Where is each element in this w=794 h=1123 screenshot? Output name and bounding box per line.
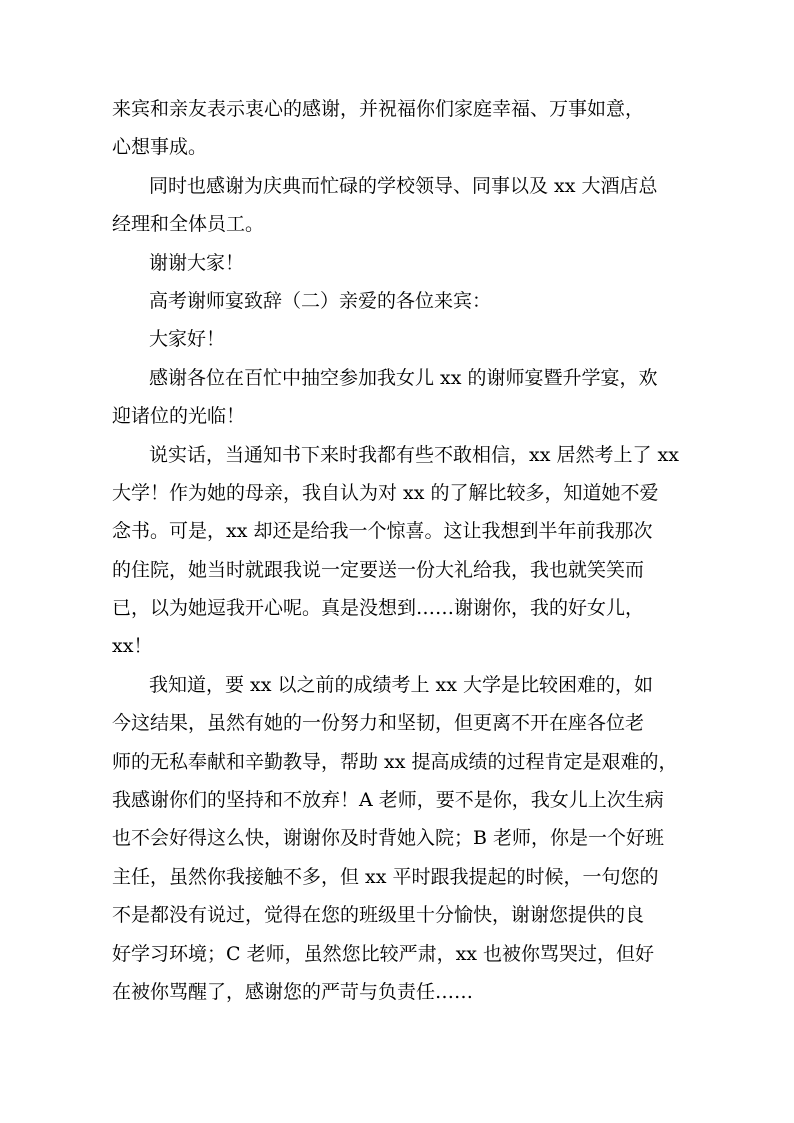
- text-line: 来宾和亲友表示衷心的感谢，并祝福你们家庭幸福、万事如意，: [112, 98, 645, 120]
- text-line: 不是都没有说过，觉得在您的班级里十分愉快，谢谢您提供的良: [112, 904, 645, 927]
- text-line: 同时也感谢为庆典而忙碌的学校领导、同事以及 xx 大酒店总: [149, 174, 658, 197]
- text-line: 大学！作为她的母亲，我自认为对 xx 的了解比较多，知道她不爱: [112, 481, 659, 504]
- text-line: 好学习环境；C 老师，虽然您比较严肃，xx 也被你骂哭过，但好: [112, 942, 655, 965]
- text-line: 主任，虽然你我接触不多，但 xx 平时跟我提起的时候，一句您的: [112, 865, 659, 888]
- text-line: 我感谢你们的坚持和不放弃！A 老师，要不是你，我女儿上次生病: [112, 789, 664, 812]
- document-body: [112, 90, 686, 1011]
- section-heading-line: 高考谢师宴致辞（二）亲爱的各位来宾：: [149, 289, 492, 312]
- text-line: 我知道，要 xx 以之前的成绩考上 xx 大学是比较困难的，如: [149, 673, 654, 696]
- text-line: 大家好！: [149, 328, 226, 351]
- text-line: 已，以为她逗我开心呢。真是没想到……谢谢你，我的好女儿，: [112, 597, 645, 620]
- text-line: 心想事成。: [112, 136, 208, 159]
- text-line: 念书。可是，xx 却还是给我一个惊喜。这让我想到半年前我那次: [112, 520, 653, 543]
- text-line: 在被你骂醒了，感谢您的严苛与负责任……: [112, 980, 474, 1003]
- text-line: 师的无私奉献和辛勤教导，帮助 xx 提高成绩的过程肯定是艰难的，: [112, 750, 678, 773]
- text-line: 感谢各位在百忙中抽空参加我女儿 xx 的谢师宴暨升学宴，欢: [149, 366, 658, 389]
- text-line: xx！: [112, 635, 153, 658]
- text-line: 经理和全体员工。: [112, 213, 265, 236]
- text-line: 谢谢大家！: [149, 251, 245, 274]
- text-line: 说实话，当通知书下来时我都有些不敢相信，xx 居然考上了 xx: [149, 443, 679, 466]
- text-line: 迎诸位的光临！: [112, 405, 246, 428]
- text-line: 今这结果，虽然有她的一份努力和坚韧，但更离不开在座各位老: [112, 712, 645, 735]
- text-line: 的住院，她当时就跟我说一定要送一份大礼给我，我也就笑笑而: [112, 558, 645, 581]
- text-line: 也不会好得这么快，谢谢你及时背她入院；B 老师，你是一个好班: [112, 827, 665, 850]
